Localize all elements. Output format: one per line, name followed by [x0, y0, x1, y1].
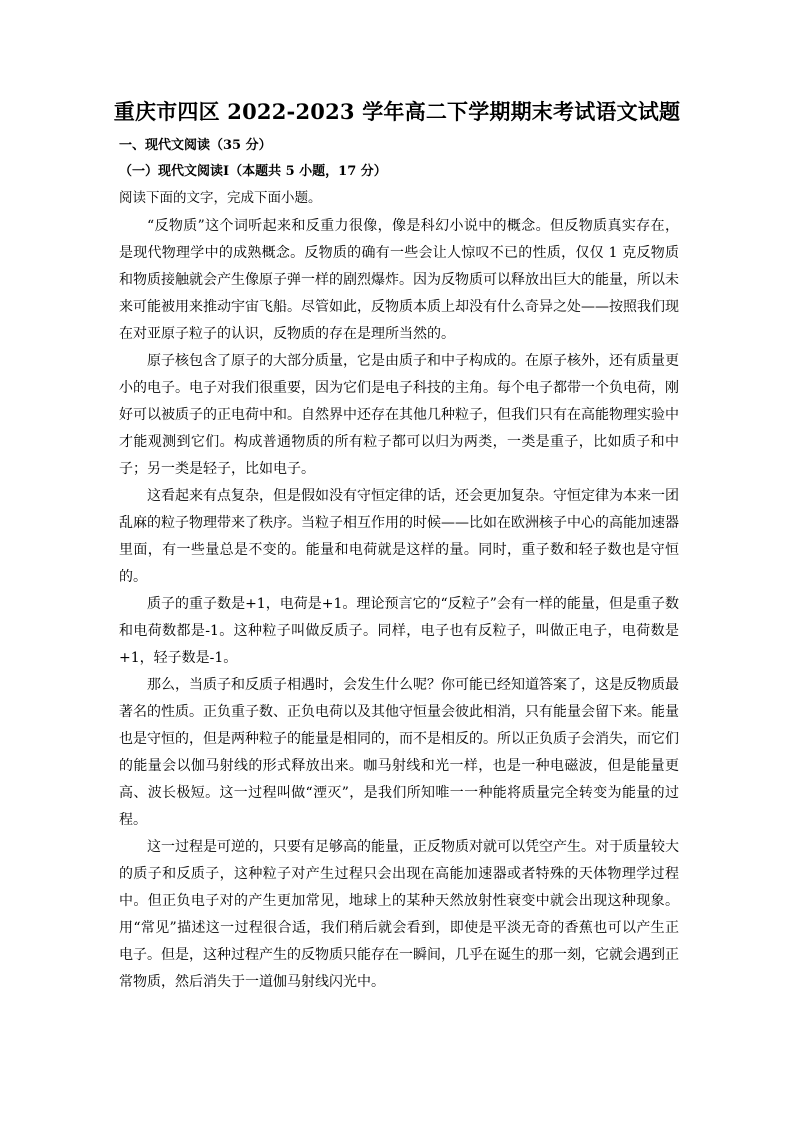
paragraph: 这一过程是可逆的，只要有足够高的能量，正反物质对就可以凭空产生。对于质量较大的质子和反质子，这种粒子对产生过程只会出现在高能加速器或者特殊的天体物理学过程中。但正负电子对的产生更加常见，地球上的某种天然放射性衰变中就会出现这种现象。用“常见”描述这一过程很合适，我们稍后就会看到，即使是平淡无奇的香蕉也可以产生正电子。但是，这种过程产生的反物质只能存在一瞬间，几乎在诞生的那一刻，它就会遇到正常物质，然后消失于一道伽马射线闪光中。 [119, 839, 679, 990]
paragraph: 那么，当质子和反质子相遇时，会发生什么呢？你可能已经知道答案了，这是反物质最著名的性质。正负重子数、正负电荷以及其他守恒量会彼此相消，只有能量会留下来。能量也是守恒的，但是两种粒子的能量是相同的，而不是相反的。所以正负质子会消失，而它们的能量会以伽马射线的形式释放出来。咖马射线和光一样，也是一种电磁波，但是能量更高、波长极短。这一过程叫做“湮灭”，是我们所知唯一一种能将质量完全转变为能量的过程。 [119, 677, 679, 828]
subsection-heading: （一）现代文阅读Ⅰ（本题共 5 小题，17 分） [119, 164, 387, 179]
paragraph: 质子的重子数是+1，电荷是+1。理论预言它的“反粒子”会有一样的能量，但是重子数和电荷数都是-1。这种粒子叫做反质子。同样，电子也有反粒子，叫做正电子，电荷数是+1，轻子数是-1。 [119, 596, 679, 666]
section-heading: 一、现代文阅读（35 分） [119, 138, 272, 153]
reading-instruction: 阅读下面的文字，完成下面小题。 [119, 190, 322, 206]
paragraph: 原子核包含了原子的大部分质量，它是由质子和中子构成的。在原子核外，还有质量更小的电子。电子对我们很重要，因为它们是电子科技的主角。每个电子都带一个负电荷，刚好可以被质子的正电荷中和。自然界中还存在其他几种粒子，但我们只有在高能物理实验中才能观测到它们。构成普通物质的所有粒子都可以归为两类，一类是重子，比如质子和中子；另一类是轻子，比如电子。 [119, 353, 679, 477]
article-body [119, 213, 679, 996]
document-title: 重庆市四区 2022-2023 学年高二下学期期末考试语文试题 [113, 99, 681, 124]
paragraph: “反物质”这个词听起来和反重力很像，像是科幻小说中的概念。但反物质真实存在，是现代物理学中的成熟概念。反物质的确有一些会让人惊叹不已的性质，仅仅 1 克反物质和物质接触就会产生像原子弹一样的剧烈爆炸。因为反物质可以释放出巨大的能量，所以未来可能被用来推动宇宙飞船。尽管如此，反物质本质上却没有什么奇异之处——按照我们现在对亚原子粒子的认识，反物质的存在是理所当然的。 [119, 218, 679, 342]
paragraph: 这看起来有点复杂，但是假如没有守恒定律的话，还会更加复杂。守恒定律为本来一团乱麻的粒子物理带来了秩序。当粒子相互作用的时候——比如在欧洲核子中心的高能加速器里面，有一些量总是不变的。能量和电荷就是这样的量。同时，重子数和轻子数也是守恒的。 [119, 488, 679, 585]
